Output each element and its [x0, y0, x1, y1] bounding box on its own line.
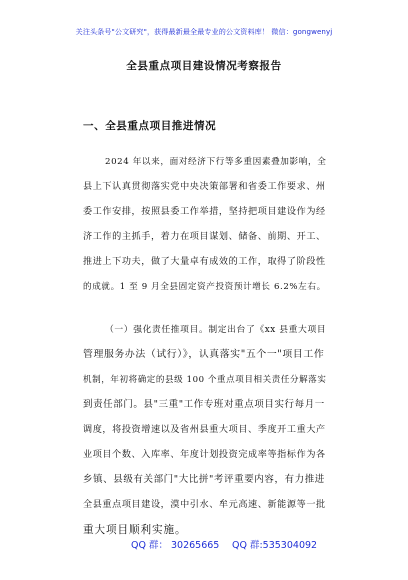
document-title: 全县重点项目建设情况考察报告: [126, 60, 282, 72]
paragraph-line: 委工作安排，按照县委工作举措，坚持把项目建设作为经: [83, 207, 326, 217]
paragraph-line: 2024 年以来，面对经济下行等多重因素叠加影响，全: [105, 157, 327, 167]
qq-group-left: QQ 群： 30265665: [131, 540, 220, 551]
paragraph-line: 调度，将投资增速以及省州县重大项目、季度开工重大产: [83, 425, 326, 435]
paragraph-line: 全县重点项目建设，漠中引水、牟元高速、新能源等一批: [83, 500, 326, 510]
paragraph-line: 到责任部门。县"三重"工作专班对重点项目实行每月一: [83, 399, 325, 410]
paragraph-line: 乡镇、县级有关部门"大比拼"考评重要内容，有力推进: [83, 474, 325, 485]
paragraph-line: 济工作的主抓手，着力在项目谋划、储备、前期、开工、: [83, 232, 326, 242]
paragraph-line: 县上下认真贯彻落实党中央决策部署和省委工作要求、州: [83, 182, 326, 192]
paragraph-line: 重大项目顺利实施。: [83, 524, 187, 536]
paragraph-line: 业项目个数、入库率、年度计划投资完成率等指标作为各: [83, 450, 326, 460]
paragraph-line: 推进上下功夫，做了大量卓有成效的工作，取得了阶段性: [83, 257, 326, 267]
paragraph-line: （一）强化责任推项目。制定出台了《xx 县重大项目: [105, 325, 327, 335]
paragraph-line: 机制，年初将确定的县级 100 个重点项目相关责任分解落实: [83, 375, 327, 385]
paragraph-line: 管理服务办法（试行）》，认真落实"五个一"项目工作: [83, 349, 325, 360]
paragraph-line: 的成就。1 至 9 月全县固定资产投资预计增长 6.2%左右。: [83, 282, 326, 292]
header-banner: 关注头条号"公文研究"，获得最新最全最专业的公文资料库！ 微信：gongwenyj: [75, 27, 333, 36]
qq-group-right: QQ 群:535304092: [232, 540, 318, 551]
section-heading: 一、全县重点项目推进情况: [83, 120, 217, 132]
